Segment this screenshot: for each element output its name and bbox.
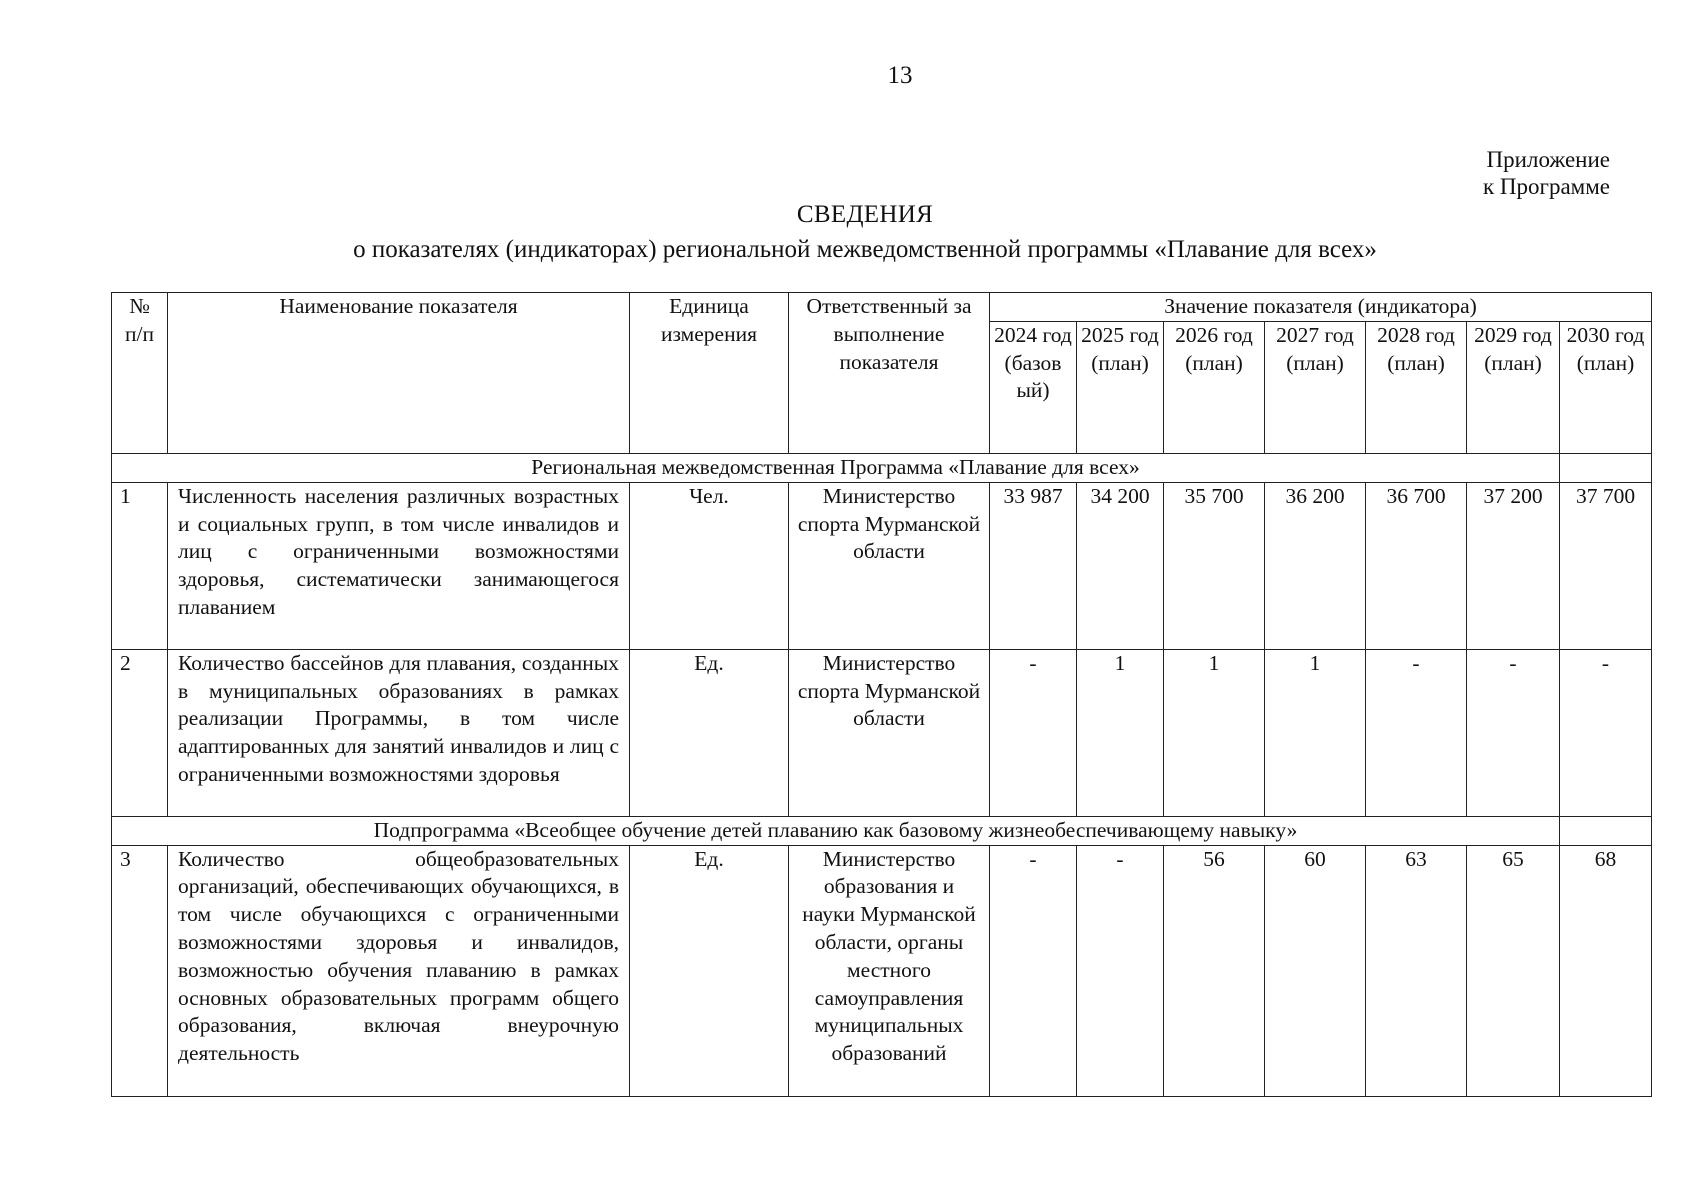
row-value-2027: 36 200 — [1265, 482, 1366, 649]
row-responsible: Министерство спорта Мурманской области — [789, 482, 990, 649]
row-value-2028: 36 700 — [1366, 482, 1467, 649]
row-value-2025: - — [1077, 845, 1164, 1096]
row-indicator-name: Численность населения различных возрастных и социальных групп, в том числе инвалидов и лиц с ограниченными возможностями здоровья, систематически занимающегося плаванием — [168, 482, 630, 649]
row-unit: Ед. — [630, 845, 789, 1096]
table-row — [112, 649, 1652, 816]
header-year-2029: 2029 год (план) — [1467, 321, 1560, 453]
row-value-2029: 37 200 — [1467, 482, 1560, 649]
document-title: СВЕДЕНИЯ — [796, 201, 934, 228]
row-responsible: Министерство спорта Мурманской области — [789, 649, 990, 816]
row-value-2030: 68 — [1560, 845, 1652, 1096]
header-row-1 — [112, 293, 1652, 322]
header-year-2024: 2024 год (базов ый) — [990, 321, 1077, 453]
page-number: 13 — [887, 62, 913, 89]
row-value-2029: 65 — [1467, 845, 1560, 1096]
header-year-2025: 2025 год (план) — [1077, 321, 1164, 453]
table-row — [112, 482, 1652, 649]
section-title: Подпрограмма «Всеобщее обучение детей плаванию как базовому жизнеобеспечивающему навыку» — [112, 816, 1560, 845]
header-year-2027: 2027 год (план) — [1265, 321, 1366, 453]
row-indicator-name: Количество общеобразовательных организаций, обеспечивающих обучающихся, в том числе обучающихся с ограниченными возможностями здоровья и инвалидов, возможностью обучения плаванию в рамках основных образовательных программ общего образования, включая внеурочную деятельность — [168, 845, 630, 1096]
appendix-note — [1380, 146, 1610, 200]
row-value-2024: 33 987 — [990, 482, 1077, 649]
row-unit: Ед. — [630, 649, 789, 816]
row-value-2028: 63 — [1366, 845, 1467, 1096]
row-num: 3 — [112, 845, 168, 1096]
header-name: Наименование показателя — [168, 293, 630, 454]
header-year-2026: 2026 год (план) — [1164, 321, 1265, 453]
row-num: 1 — [112, 482, 168, 649]
section-empty-cell — [1560, 454, 1652, 483]
row-value-2027: 60 — [1265, 845, 1366, 1096]
section-row — [112, 454, 1652, 483]
row-num: 2 — [112, 649, 168, 816]
row-unit: Чел. — [630, 482, 789, 649]
section-row — [112, 816, 1652, 845]
header-year-2028: 2028 год (план) — [1366, 321, 1467, 453]
row-value-2027: 1 — [1265, 649, 1366, 816]
row-value-2030: - — [1560, 649, 1652, 816]
row-value-2026: 1 — [1164, 649, 1265, 816]
header-year-2030: 2030 год (план) — [1560, 321, 1652, 453]
row-indicator-name: Количество бассейнов для плавания, созданных в муниципальных образованиях в рамках реализации Программы, в том числе адаптированных для занятий инвалидов и лиц с ограниченными возможностями здоровья — [168, 649, 630, 816]
header-responsible: Ответственный за выполнение показателя — [789, 293, 990, 454]
row-value-2029: - — [1467, 649, 1560, 816]
section-empty-cell — [1560, 816, 1652, 845]
section-title: Региональная межведомственная Программа «Плавание для всех» — [112, 454, 1560, 483]
row-value-2024: - — [990, 845, 1077, 1096]
row-value-2028: - — [1366, 649, 1467, 816]
header-unit: Единица измерения — [630, 293, 789, 454]
indicators-table — [111, 292, 1652, 1097]
row-value-2026: 35 700 — [1164, 482, 1265, 649]
appendix-line-2: к Программе — [1483, 174, 1610, 199]
document-subtitle: о показателях (индикаторах) региональной межведомственной программы «Плавание для всех» — [353, 236, 1377, 263]
row-value-2025: 1 — [1077, 649, 1164, 816]
row-value-2030: 37 700 — [1560, 482, 1652, 649]
header-values-group: Значение показателя (индикатора) — [990, 293, 1652, 322]
header-num: № п/п — [112, 293, 168, 454]
table-row — [112, 845, 1652, 1096]
row-value-2026: 56 — [1164, 845, 1265, 1096]
appendix-line-1: Приложение — [1486, 147, 1610, 172]
row-responsible: Министерство образования и науки Мурманской области, органы местного самоуправления муниципальных образований — [789, 845, 990, 1096]
row-value-2024: - — [990, 649, 1077, 816]
row-value-2025: 34 200 — [1077, 482, 1164, 649]
